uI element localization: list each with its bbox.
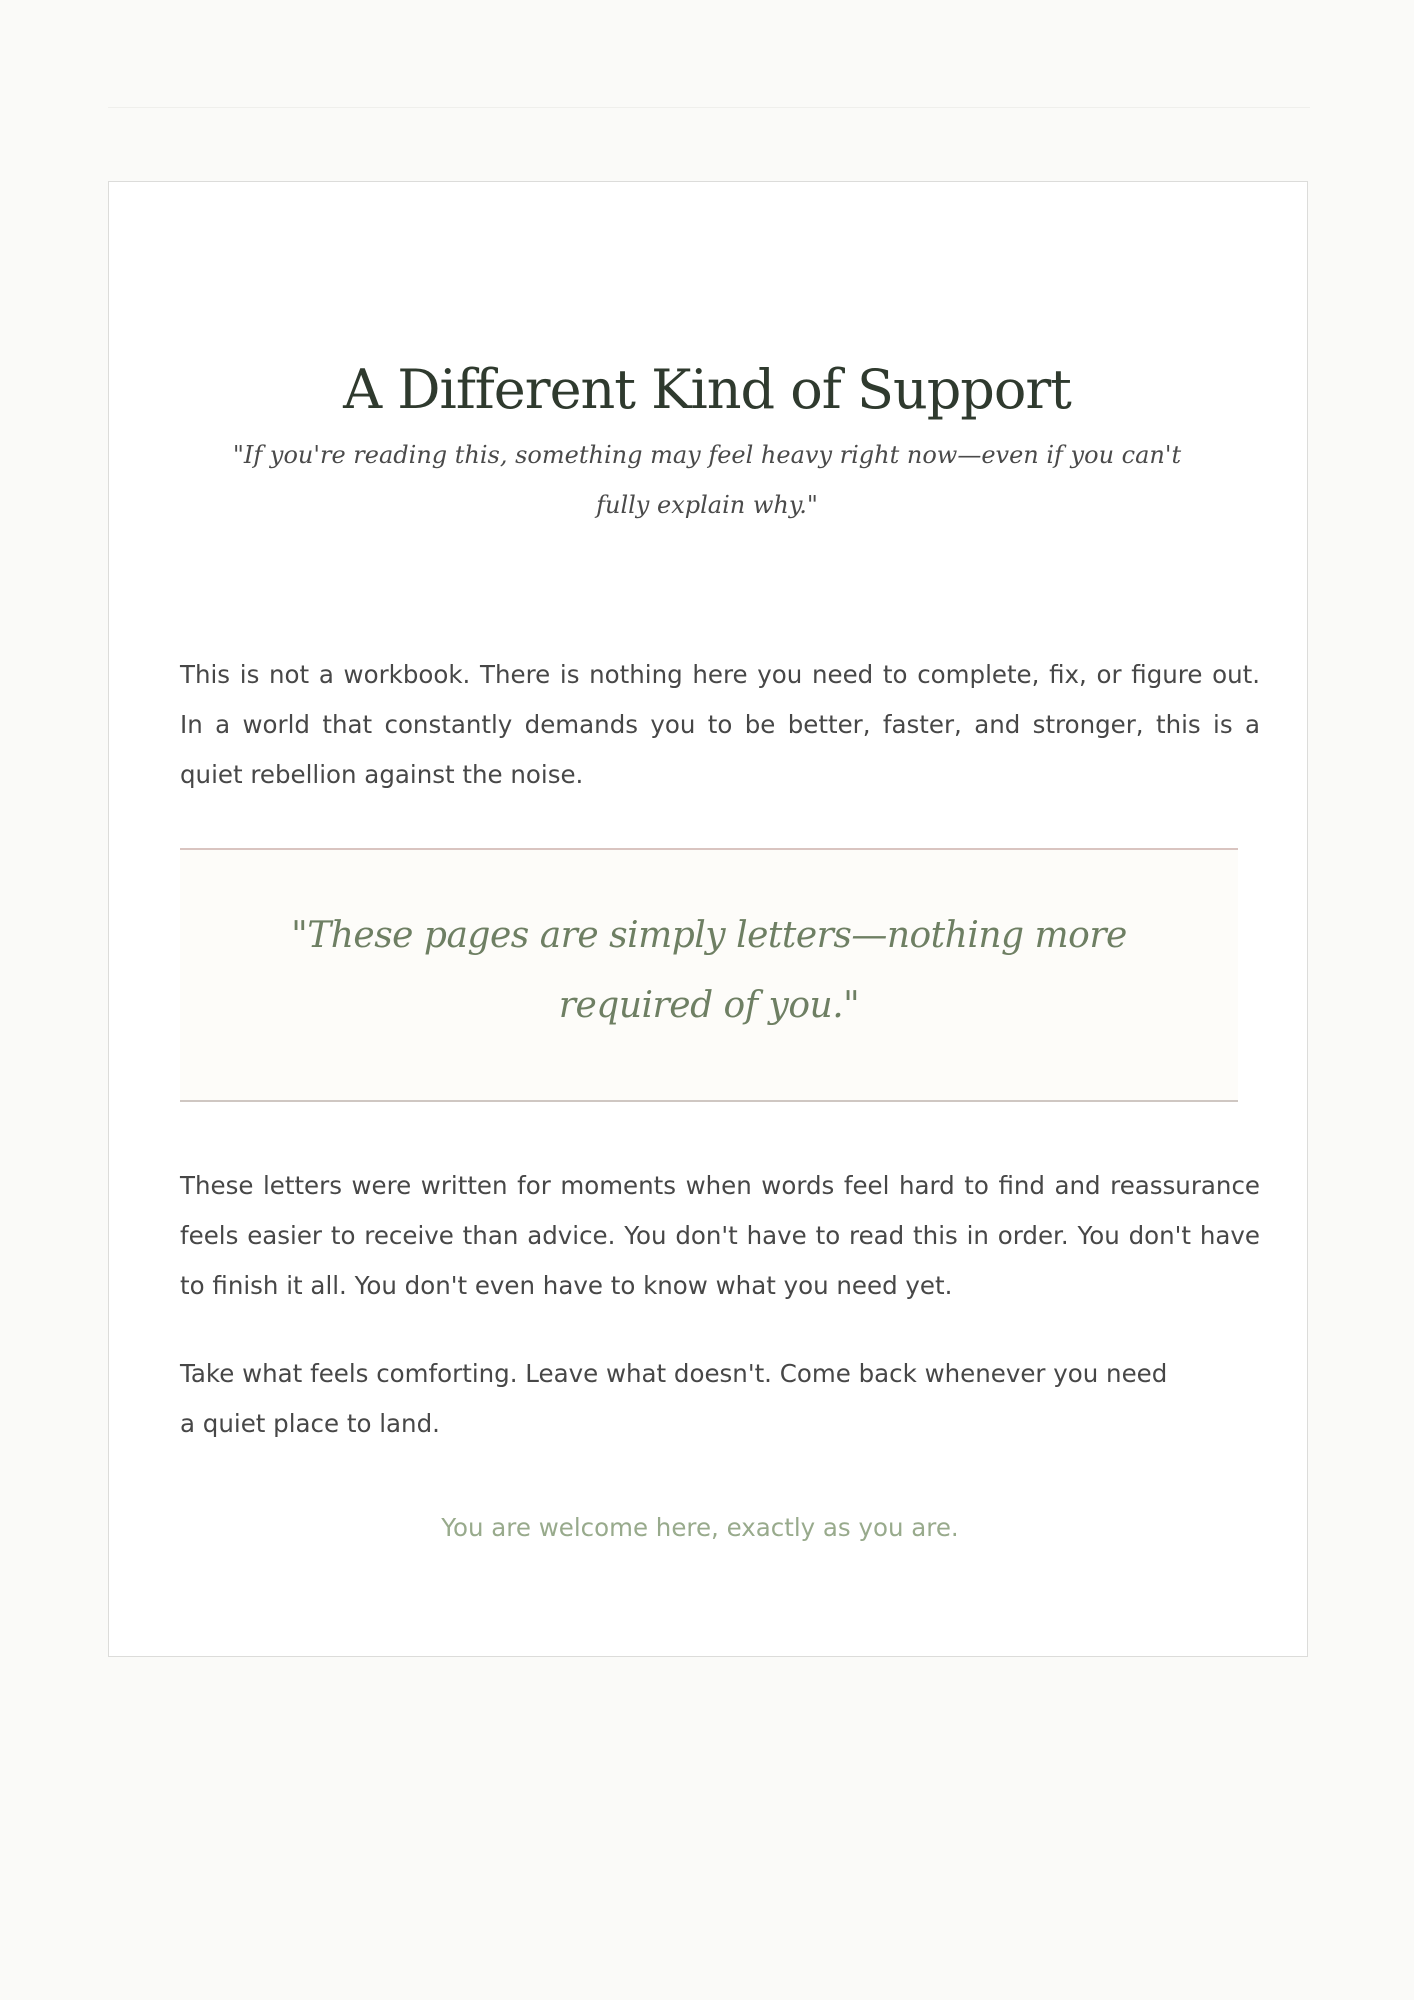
pull-quote-block [180,848,1238,1102]
top-divider [108,107,1310,108]
page-subtitle: "If you're reading this, something may feel heavy right now—even if you can't fully explain why." [232,441,1182,519]
body-paragraph: These letters were written for moments when words feel hard to find and reassurance feels easier to receive than advice. You don't have to read this in order. You don't have to finish it all. You don't even have to know what you need yet. [180,1171,1260,1300]
body-paragraph-closing: Take what feels comforting. Leave what doesn't. Come back whenever you need a quiet place to land. [180,1359,1168,1438]
intro-paragraph: This is not a workbook. There is nothing here you need to complete, fix, or figure out. In a world that constantly demands you to be better, faster, and stronger, this is a quiet rebellion against the noise. [180,660,1260,789]
pull-quote-text: "These pages are simply letters—nothing more required of you." [291,915,1127,1026]
welcome-line: You are welcome here, exactly as you are. [441,1513,959,1542]
page-title: A Different Kind of Support [343,358,1071,421]
